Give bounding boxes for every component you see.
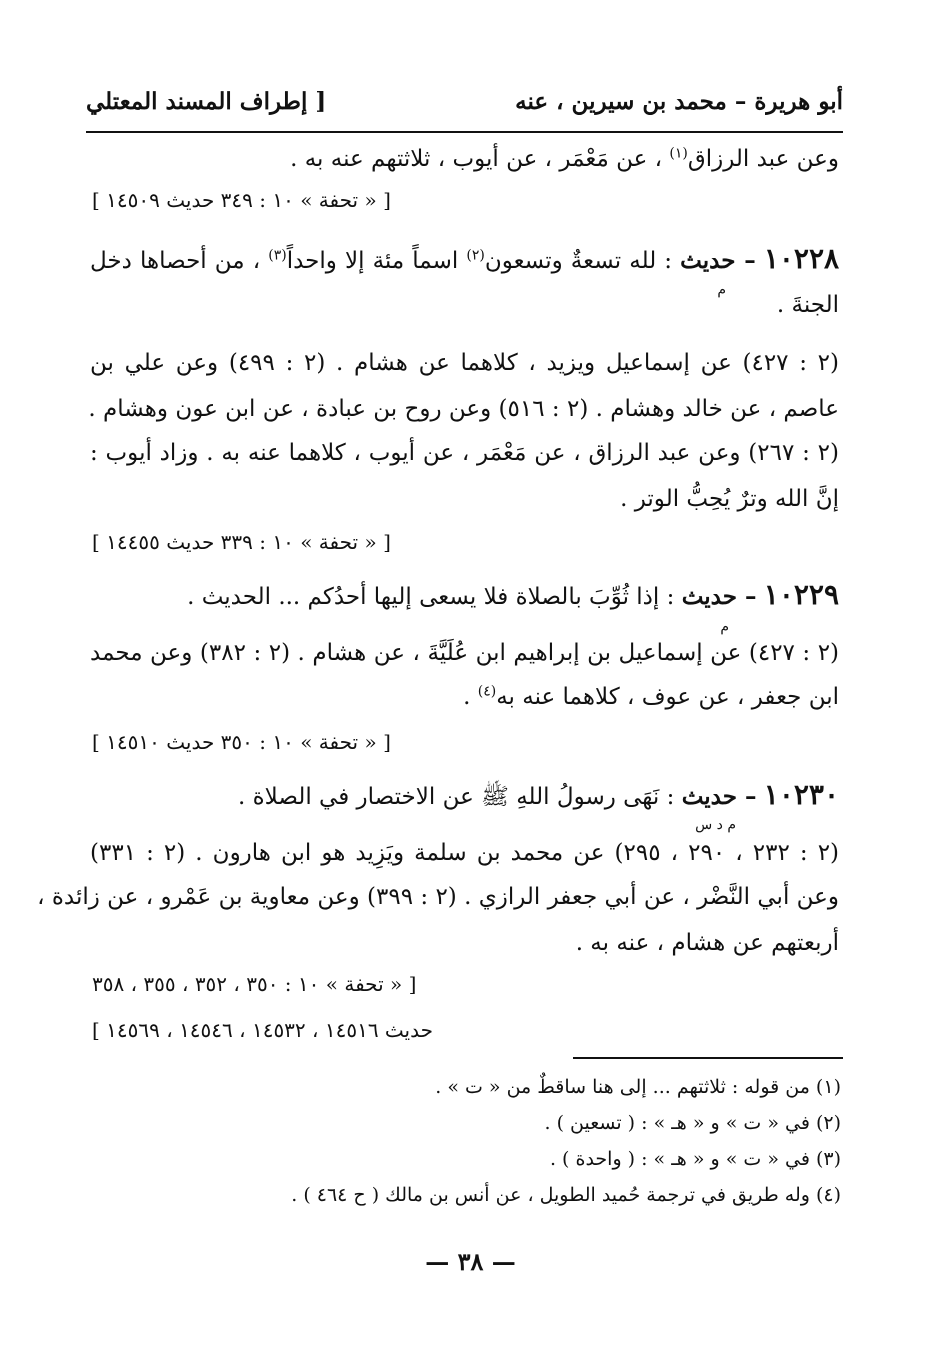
text-line: عاصم ، عن خالد وهشام . (٢ : ٥١٦) وعن روح بن عبادة ، عن ابن عون وهشام . [88,396,839,422]
hadith-keyword: – حديث [681,783,757,810]
text-line: ابن جعفر ، عن عوف ، كلاهما عنه به$^{(٤)}$ . [463,683,839,710]
source-marker: م [720,619,729,635]
tuhfa-reference: [ « تحفة » ١٠ : ٣٥٠ ، ٣٥٢ ، ٣٥٥ ، ٣٥٨ [92,972,417,996]
hadith-heading-10228: ١٠٢٢٨ – حديث : لله تسعةٌ وتسعون$^{(٢)}$ اسماً مئة إلا واحداً$^{(٣)}$ ، من أحصاها دخل [90,242,840,275]
footnote: (٣) في « ت » و « هـ » : ( واحدة ) . [549,1148,841,1170]
footnote-ref[interactable]: (٢) [466,247,485,264]
hadith-heading-10229: ١٠٢٢٩ – حديث : إذا ثُوِّبَ بالصلاة فلا يسعى إليها أحدُكم ... الحديث . [187,578,839,611]
tuhfa-reference: [ « تحفة » ١٠ : ٣٣٩ حديث ١٤٤٥٥ ] [92,530,391,554]
running-title-right: أبو هريرة – محمد بن سيرين ، عنه [515,88,843,115]
tuhfa-reference: [ « تحفة » ١٠ : ٣٥٠ حديث ١٤٥١٠ ] [92,730,391,754]
page-number: — ٣٨ — [425,1247,516,1276]
text-line: (٢ : ٢٦٧) وعن عبد الرزاق ، عن مَعْمَر ، عن أيوب ، كلاهما عنه به . وزاد أيوب : [90,440,839,466]
footnote: (٢) في « ت » و « هـ » : ( تسعين ) . [544,1112,841,1134]
footnote: (١) من قوله : ثلاثتهم ... إلى هنا ساقطٌ من « ت » . [435,1076,841,1098]
footnote-ref[interactable]: (٤) [477,683,497,700]
text-line: الجنةَ . [776,292,839,318]
text-line: إنَّ الله وترٌ يُحِبُّ الوتر . [620,486,839,512]
tuhfa-reference: [ « تحفة » ١٠ : ٣٤٩ حديث ١٤٥٠٩ ] [92,188,391,212]
running-header [86,88,843,130]
footnote-ref[interactable]: (٣) [268,247,287,264]
text-line: وعن أبي النَّضْر ، عن أبي جعفر الرازي . (٢ : ٣٩٩) وعن معاوية بن عَمْرو ، عن زائدة ، [37,884,839,910]
footnote-rule [573,1057,843,1059]
text-line: وعن عبد الرزاق$^{(١)}$ ، عن مَعْمَر ، عن أيوب ، ثلاثتهم عنه به . [290,145,839,172]
hadith-number: ١٠٢٢٩ [763,578,839,611]
hadith-keyword: – حديث [680,247,756,274]
hadith-number: ١٠٢٢٨ [763,242,840,275]
hadith-number: ١٠٢٣٠ [763,778,839,811]
hadith-keyword: – حديث [681,583,757,610]
running-title-left: [ إطراف المسند المعتلي [86,88,327,115]
header-rule [86,131,843,133]
footnote: (٤) وله طريق في ترجمة حُميد الطويل ، عن أنس بن مالك ( ح ٤٦٤ ) . [291,1184,841,1206]
text-line: (٢ : ٤٢٧) عن إسماعيل ويزيد ، كلاهما عن هشام . (٢ : ٤٩٩) وعن علي بن [90,350,840,376]
text-line: (٢ : ٢٣٢ ، ٢٩٠ ، ٢٩٥) عن محمد بن سلمة ويَزِيد هو ابن هارون . (٢ : ٣٣١) [90,840,840,866]
hadith-heading-10230: ١٠٢٣٠ – حديث : نَهَى رسولُ اللهِ ﷺ عن الاختصار في الصلاة . [238,778,839,811]
text-line: (٢ : ٤٢٧) عن إسماعيل بن إبراهيم ابن عُلَيَّةَ ، عن هشام . (٢ : ٣٨٢) وعن محمد [90,640,840,666]
footnote-ref[interactable]: (١) [669,145,688,162]
text-line: أربعتهم عن هشام ، عنه به . [575,930,839,956]
tuhfa-reference: حديث ١٤٥١٦ ، ١٤٥٣٢ ، ١٤٥٤٦ ، ١٤٥٦٩ ] [92,1018,433,1042]
source-marker: م [717,282,726,298]
source-marker: م د س [695,817,736,833]
